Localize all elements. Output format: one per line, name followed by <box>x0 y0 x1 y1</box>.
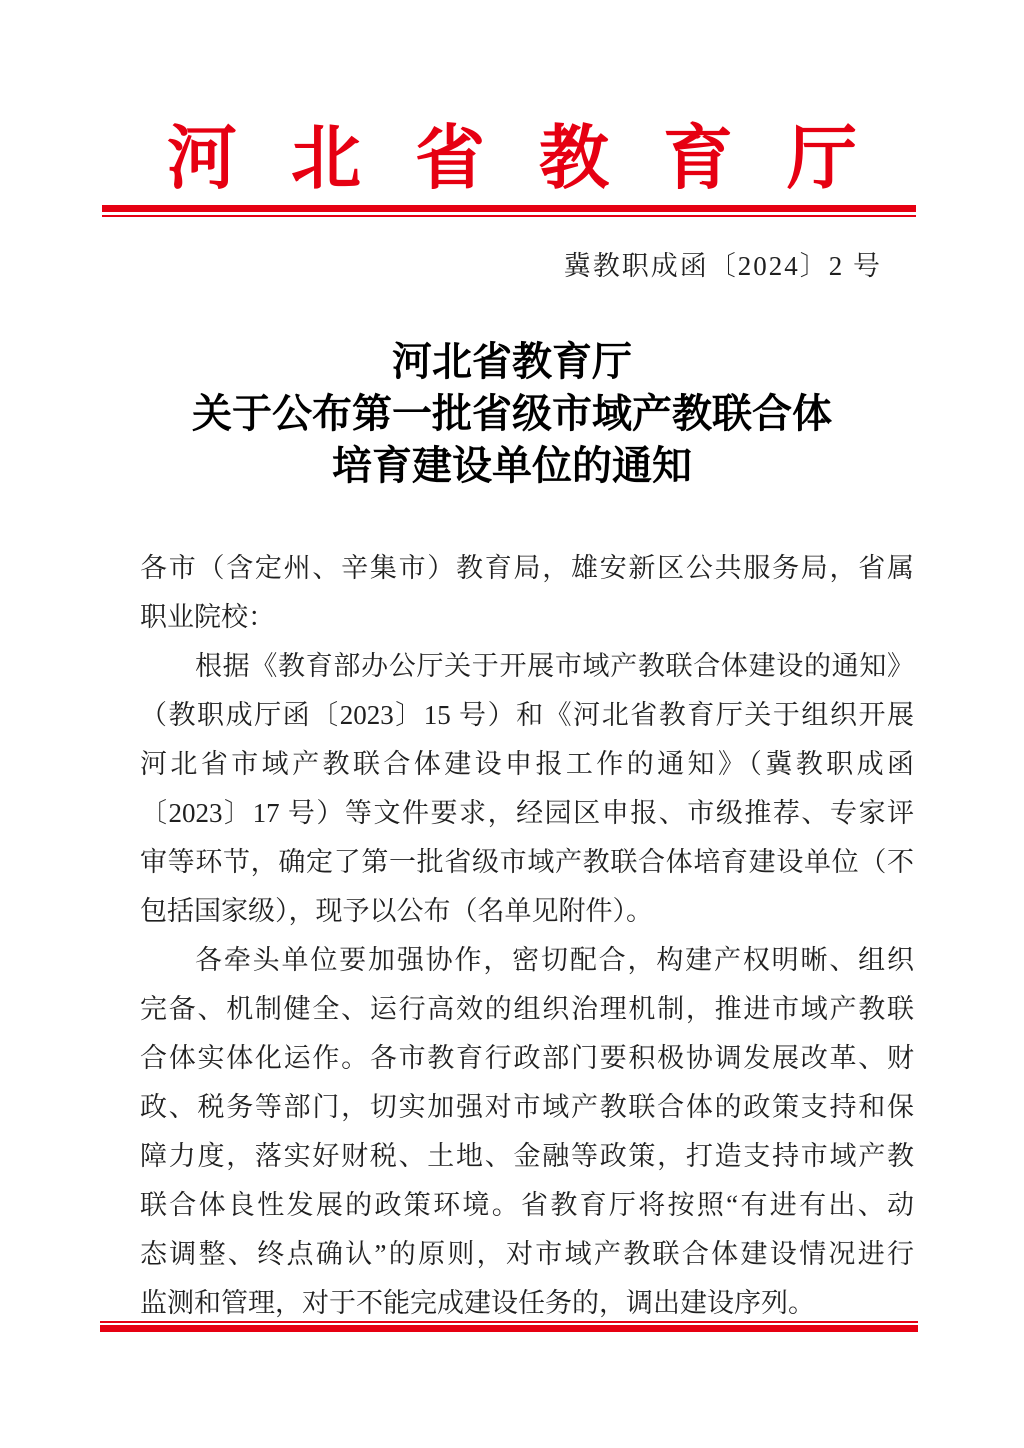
body-line: 根据《教育部办公厅关于开展市域产教联合体建设的通知》 <box>195 651 914 681</box>
body-line: 合体实体化运作。各市教育行政部门要积极协调发展改革、财 <box>140 1043 914 1073</box>
body-line: 河北省市域产教联合体建设申报工作的通知》（冀教职成函 <box>140 749 914 779</box>
body-line: 包括国家级），现予以公布（名单见附件）。 <box>140 896 653 926</box>
body-line: 障力度，落实好财税、土地、金融等政策，打造支持市域产教 <box>140 1141 914 1171</box>
body-line: 职业院校： <box>140 602 275 632</box>
agency-banner: 河北省教育厅 <box>167 121 911 198</box>
body-line: 完备、机制健全、运行高效的组织治理机制，推进市域产教联 <box>140 994 914 1024</box>
body-line: 各牵头单位要加强协作，密切配合，构建产权明晰、组织 <box>195 945 914 975</box>
body-line: 审等环节，确定了第一批省级市域产教联合体培育建设单位（不 <box>140 847 914 877</box>
header-rule-thick-line <box>102 205 916 212</box>
title-line-2: 关于公布第一批省级市域产教联合体 <box>192 391 832 436</box>
body-line: 联合体良性发展的政策环境。省教育厅将按照“有进有出、动 <box>140 1190 914 1220</box>
document-body <box>140 544 914 1328</box>
body-line: 各市（含定州、辛集市）教育局，雄安新区公共服务局，省属 <box>140 553 914 583</box>
footer-double-rule <box>100 1321 918 1332</box>
footer-rule-thin-line <box>100 1321 918 1323</box>
body-line: （教职成厅函〔2023〕15 号）和《河北省教育厅关于组织开展 <box>140 700 914 730</box>
header-double-rule <box>102 205 916 217</box>
title-line-3: 培育建设单位的通知 <box>332 443 692 488</box>
document-title <box>0 336 1024 492</box>
body-line: 〔2023〕17 号）等文件要求，经园区申报、市级推荐、专家评 <box>140 798 914 828</box>
body-line: 政、税务等部门，切实加强对市域产教联合体的政策支持和保 <box>140 1092 914 1122</box>
document-number: 冀教职成函〔2024〕2 号 <box>563 251 882 281</box>
body-line: 监测和管理，对于不能完成建设任务的，调出建设序列。 <box>140 1288 815 1318</box>
title-line-1: 河北省教育厅 <box>392 339 632 384</box>
body-line: 态调整、终点确认”的原则，对市域产教联合体建设情况进行 <box>140 1239 914 1269</box>
header-rule-thin-line <box>102 215 916 217</box>
footer-rule-thick-line <box>100 1325 918 1332</box>
